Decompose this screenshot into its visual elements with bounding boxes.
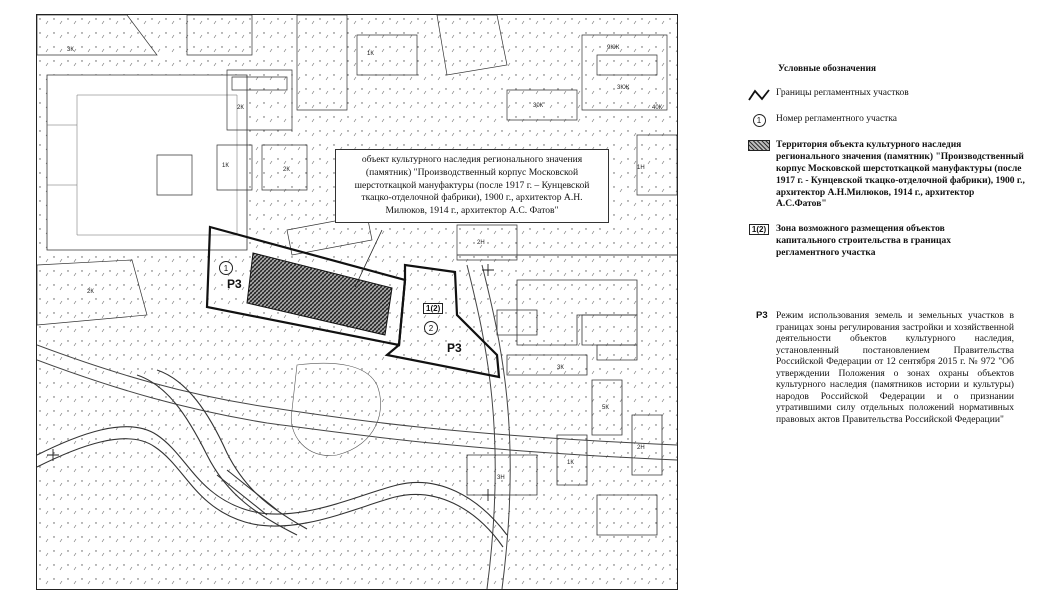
legend-item-boundary (748, 88, 909, 102)
building-label: 2К (237, 105, 244, 111)
p3-regime-note (756, 310, 1018, 425)
legend-text-zone: Зона возможного размещения объектов капитального строительства в границах регламентного участка (776, 224, 951, 258)
hatch-swatch-icon (748, 140, 770, 151)
map-drawing (37, 15, 677, 589)
building-label: 3К (67, 47, 74, 53)
boundary-line-icon (748, 88, 770, 102)
building-label: 2К (283, 167, 290, 173)
building-label: 1К (567, 460, 574, 466)
building-label: 3К (557, 365, 564, 371)
legend-title: Условные обозначения (778, 64, 877, 74)
building-label: 3КЖ (617, 85, 630, 91)
parcel-number-1: 1 (219, 261, 233, 275)
heritage-callout: объект культурного наследия регионального значения (памятник) "Производственный корпус Московской шерстоткацкой мануфактуры (после 1917 г. – Кунцевской ткацко-отделочной фабрики), 1900 г., архитектор А.Н. Милюков, 1914 г., архитектор А.С. Фатов" (335, 149, 609, 223)
zone-box-1-2: 1(2) (423, 303, 443, 314)
p3-code: Р3 (756, 310, 768, 321)
building-label: 2Н (477, 240, 485, 246)
building-label: 3Н (497, 475, 505, 481)
legend-item-heritage (748, 140, 1026, 211)
zone-box-icon: 1(2) (749, 224, 769, 235)
building-label: 30К (533, 103, 544, 109)
building-label: 2Н (637, 445, 645, 451)
legend-text-parcel-number: Номер регламентного участка (776, 114, 898, 124)
building-label: 9КЖ (607, 45, 620, 51)
legend-item-parcel-number (748, 114, 897, 127)
building-label: 1Н (637, 165, 645, 171)
zone-label-p3-left: Р3 (227, 277, 242, 291)
legend-text-boundary: Границы регламентных участков (776, 88, 909, 98)
building-label: 1К (367, 51, 374, 57)
legend-text-heritage: Территория объекта культурного наследия регионального значения (памятник) "Производственный корпус Московской шерстоткацкой мануфактуры (после 1917 г. - Кунцевской ткацко-отделочной фабрики), 1900 г., архитектор А.Н.Милюков, 1914 г., архитектор А.С.Фатов" (776, 140, 1025, 210)
parcel-number-2: 2 (424, 321, 438, 335)
zone-label-p3-right: Р3 (447, 341, 462, 355)
circle-number-icon: 1 (753, 114, 766, 127)
building-label: 5К (602, 405, 609, 411)
site-map[interactable] (36, 14, 678, 590)
building-label: 1К (222, 163, 229, 169)
building-label: 40К (652, 105, 663, 111)
building-label: 2К (87, 289, 94, 295)
legend-item-zone (748, 224, 996, 260)
p3-description: Режим использования земель и земельных участков в границах зоны регулирования застройки и хозяйственной деятельности объектов культурного наследия, установленный постановлением Правительства Российской Федерации от 12 сентября 2015 г. № 972 "Об утверждении Положения о зонах охраны объектов культурного наследия (памятников истории и культуры) народов Российской Федерации и о признании утратившими силу отдельных положений нормативных правовых актов Правительства Российской Федерации" (776, 310, 1014, 425)
